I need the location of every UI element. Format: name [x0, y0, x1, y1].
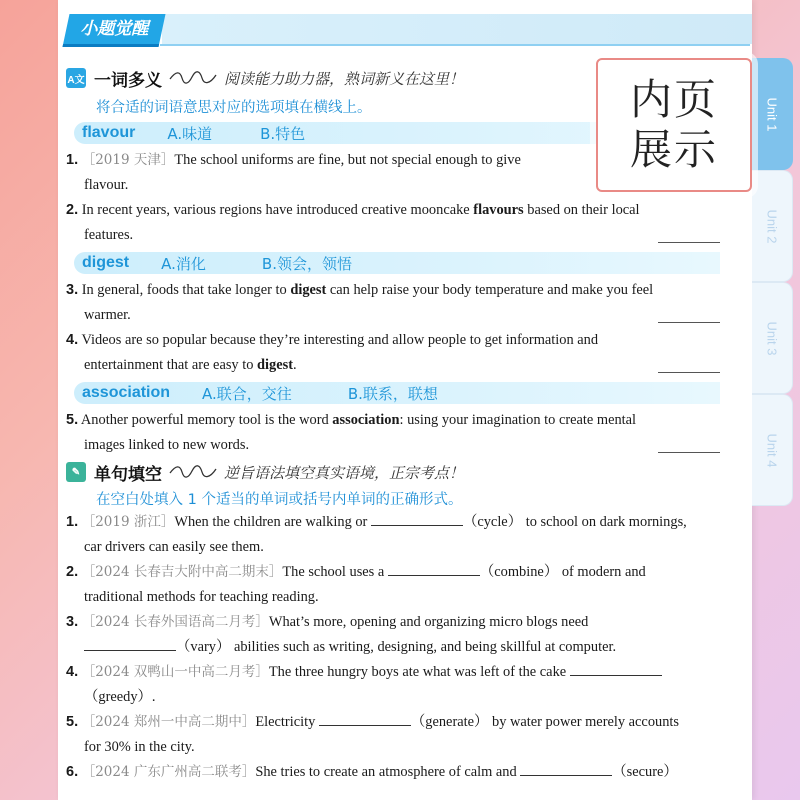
stamp-line-1: 内页	[629, 75, 718, 124]
section-badge: 小题觉醒	[62, 14, 165, 47]
tab-unit-1[interactable]: Unit 1	[752, 58, 793, 170]
checklist-icon: ✎	[66, 462, 86, 482]
tab-unit-2[interactable]: Unit 2	[752, 170, 793, 282]
answer-blank[interactable]	[388, 561, 480, 576]
answer-blank[interactable]	[319, 711, 411, 726]
answer-blank-3[interactable]	[658, 322, 720, 323]
fill-question-5: 5. ［2024 郑州一中高二期中］Electricity （generate） by water power merely accounts for 30% in the city.	[66, 710, 720, 760]
swirl-icon	[168, 69, 218, 87]
question-5: 5. Another powerful memory tool is the word association: using your imagination to create mental images linked to new words.	[66, 412, 637, 453]
answer-blank-2[interactable]	[658, 242, 720, 243]
header-divider	[160, 44, 750, 46]
section2-instruction: 在空白处填入 1 个适当的单词或括号内单词的正确形式。	[96, 492, 463, 508]
question-4: 4. Videos are so popular because they’re interesting and allow people to get information and entertainment that are easy to digest.	[66, 332, 599, 373]
question-3: 3. In general, foods that take longer to digest can help raise your body temperature and make you feel warmer.	[66, 282, 654, 323]
word-band-digest: digest A.消化 B.领会，领悟	[74, 252, 720, 274]
swirl-icon	[168, 463, 218, 481]
tab-unit-4[interactable]: Unit 4	[752, 394, 793, 506]
question-1: 1. ［2019 天津］The school uniforms are fine, but not special enough to give flavour.	[66, 152, 521, 193]
answer-blank[interactable]	[371, 511, 463, 526]
answer-blank-4[interactable]	[658, 372, 720, 373]
answer-blank[interactable]	[570, 661, 662, 676]
fill-question-3: 3. ［2024 长春外国语高二月考］What’s more, opening and organizing micro blogs need （vary） abilities such as writing, designing, and being skillful at computer.	[66, 614, 617, 655]
word-band-flavour: flavour A.味道 B.特色	[74, 122, 720, 144]
stamp-line-2: 展示	[629, 125, 718, 174]
section1-instruction: 将合适的词语意思对应的选项填在横线上。	[96, 100, 372, 116]
fill-question-2: 2. ［2024 长春吉大附中高二期末］The school uses a （combine） of modern and traditional methods for teaching reading.	[66, 560, 720, 610]
answer-blank[interactable]	[84, 636, 176, 651]
preview-stamp	[596, 58, 752, 192]
answer-blank[interactable]	[520, 761, 612, 776]
tab-unit-3[interactable]: Unit 3	[752, 282, 793, 394]
answer-blank-5[interactable]	[658, 452, 720, 453]
question-2: 2. In recent years, various regions have introduced creative mooncake flavours based on their local features.	[66, 202, 640, 243]
dictionary-icon: A文	[66, 68, 86, 88]
section-title-polysemy: A文 一词多义 阅读能力助力器，熟词新义在这里！	[67, 69, 465, 91]
section-title-fill-blank: ✎ 单句填空 逆旨语法填空真实语境，正宗考点！	[66, 460, 464, 484]
fill-question-6: 6. ［2024 广东广州高二联考］She tries to create an atmosphere of calm and （secure）	[66, 760, 720, 785]
fill-question-1: 1. ［2019 浙江］When the children are walking or （cycle） to school on dark mornings, car drivers can easily see them.	[66, 510, 720, 560]
word-band-association: association A.联合，交往 B.联系，联想	[74, 382, 720, 404]
fill-question-4: 4. ［2024 双鸭山一中高二月考］The three hungry boys ate what was left of the cake （greedy）.	[66, 660, 720, 710]
